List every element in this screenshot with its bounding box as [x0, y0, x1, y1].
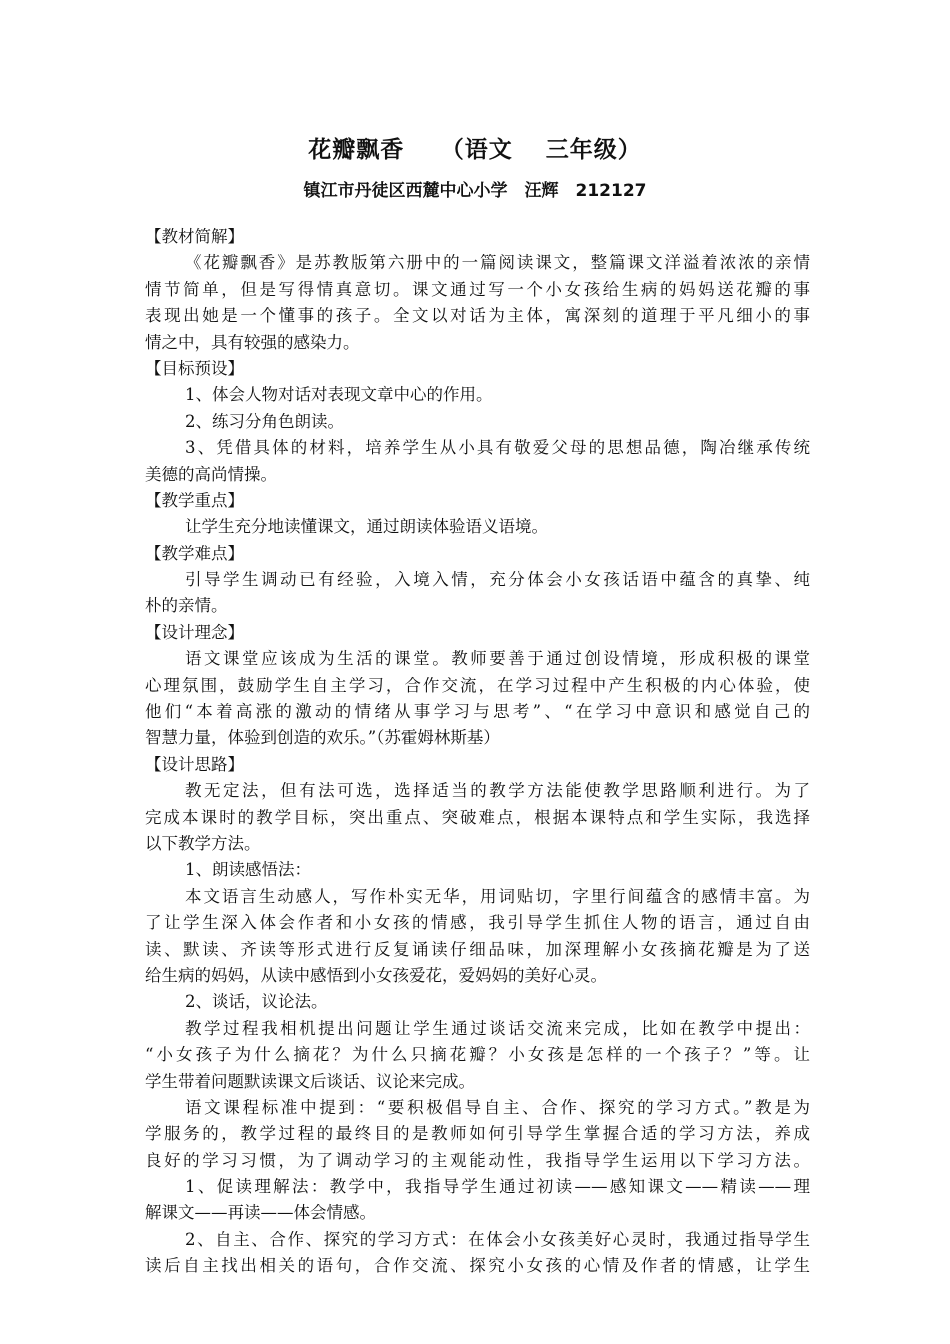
text-line: 读、默读、齐读等形式进行反复诵读仔细品味，加深理解小女孩摘花瓣是为了送	[145, 939, 810, 959]
text-line: 语文课堂应该成为生活的课堂。教师要善于通过创设情境，形成积极的课堂	[185, 649, 810, 669]
section-heading: 【教学重点】	[145, 490, 244, 510]
text-line: 让学生充分地读懂课文，通过朗读体验语义语境。	[185, 517, 548, 537]
text-line: 3、凭借具体的材料，培养学生从小具有敬爱父母的思想品德，陶冶继承传统	[185, 438, 810, 458]
text-line: 完成本课时的教学目标，突出重点、突破难点，根据本课特点和学生实际，我选择	[145, 807, 810, 827]
text-line: 情节简单，但是写得情真意切。课文通过写一个小女孩给生病的妈妈送花瓣的事	[145, 279, 810, 299]
text-line: 给生病的妈妈，从读中感悟到小女孩爱花，爱妈妈的美好心灵。	[145, 965, 607, 985]
text-line: 教学过程我相机提出问题让学生通过谈话交流来完成，比如在教学中提出：	[185, 1018, 810, 1038]
section-heading: 【教材简解】	[145, 227, 244, 246]
text-line: 《花瓣飘香》是苏教版第六册中的一篇阅读课文，整篇课文洋溢着浓浓的亲情	[185, 253, 810, 273]
text-line: 1、体会人物对话对表现文章中心的作用。	[185, 385, 493, 405]
section-heading: 【目标预设】	[145, 358, 244, 378]
text-line: 他们“本着高涨的激动的情绪从事学习与思考”、“在学习中意识和感觉自己的	[145, 702, 810, 722]
document-title: 花瓣飘香 （语文 三年级）	[308, 137, 642, 163]
text-line: 2、谈话，议论法。	[185, 992, 328, 1012]
text-line: 1、朗读感悟法：	[185, 860, 311, 880]
text-line: 良好的学习习惯，为了调动学习的主观能动性，我指导学生运用以下学习方法。	[145, 1150, 810, 1170]
text-line: 语文课程标准中提到：“要积极倡导自主、合作、探究的学习方式。”教是为	[185, 1097, 810, 1117]
text-line: 以下教学方法。	[145, 833, 261, 853]
text-line: 朴的亲情。	[145, 596, 228, 616]
text-line: 学服务的，教学过程的最终目的是教师如何引导学生掌握合适的学习方法，养成	[145, 1124, 810, 1144]
text-line: 2、自主、合作、探究的学习方式：在体会小女孩美好心灵时，我通过指导学生	[185, 1229, 810, 1249]
text-line: 本文语言生动感人，写作朴实无华，用词贴切，字里行间蕴含的感情丰富。为	[185, 886, 810, 906]
text-line: 教无定法，但有法可选，选择适当的教学方法能使教学思路顺利进行。为了	[185, 781, 810, 801]
document-body	[145, 224, 810, 1280]
section-heading: 【设计理念】	[145, 622, 244, 642]
text-line: 智慧力量，体验到创造的欢乐。”（苏霍姆林斯基）	[145, 728, 500, 748]
text-line: 表现出她是一个懂事的孩子。全文以对话为主体，寓深刻的道理于平凡细小的事	[145, 306, 810, 326]
text-line: 学生带着问题默读课文后谈话、议论来完成。	[145, 1071, 475, 1091]
text-line: 1、促读理解法：教学中，我指导学生通过初读——感知课文——精读——理	[185, 1177, 810, 1197]
document-subtitle: 镇江市丹徒区西麓中心小学 汪辉 212127	[303, 181, 647, 201]
text-line: 美德的高尚情操。	[145, 464, 277, 484]
text-line: 2、练习分角色朗读。	[185, 411, 344, 431]
text-line: “小女孩子为什么摘花？为什么只摘花瓣？小女孩是怎样的一个孩子？”等。让	[145, 1045, 810, 1065]
text-line: 读后自主找出相关的语句，合作交流、探究小女孩的心情及作者的情感，让学生	[145, 1256, 810, 1276]
section-heading: 【教学难点】	[145, 543, 244, 563]
text-line: 解课文——再读——体会情感。	[145, 1203, 376, 1223]
text-line: 心理氛围，鼓励学生自主学习，合作交流，在学习过程中产生积极的内心体验，使	[145, 675, 810, 695]
text-line: 引导学生调动已有经验，入境入情，充分体会小女孩话语中蕴含的真挚、纯	[185, 570, 810, 590]
text-line: 情之中，具有较强的感染力。	[145, 332, 360, 352]
section-heading: 【设计思路】	[145, 754, 244, 774]
text-line: 了让学生深入体会作者和小女孩的情感，我引导学生抓住人物的语言，通过自由	[145, 913, 810, 933]
